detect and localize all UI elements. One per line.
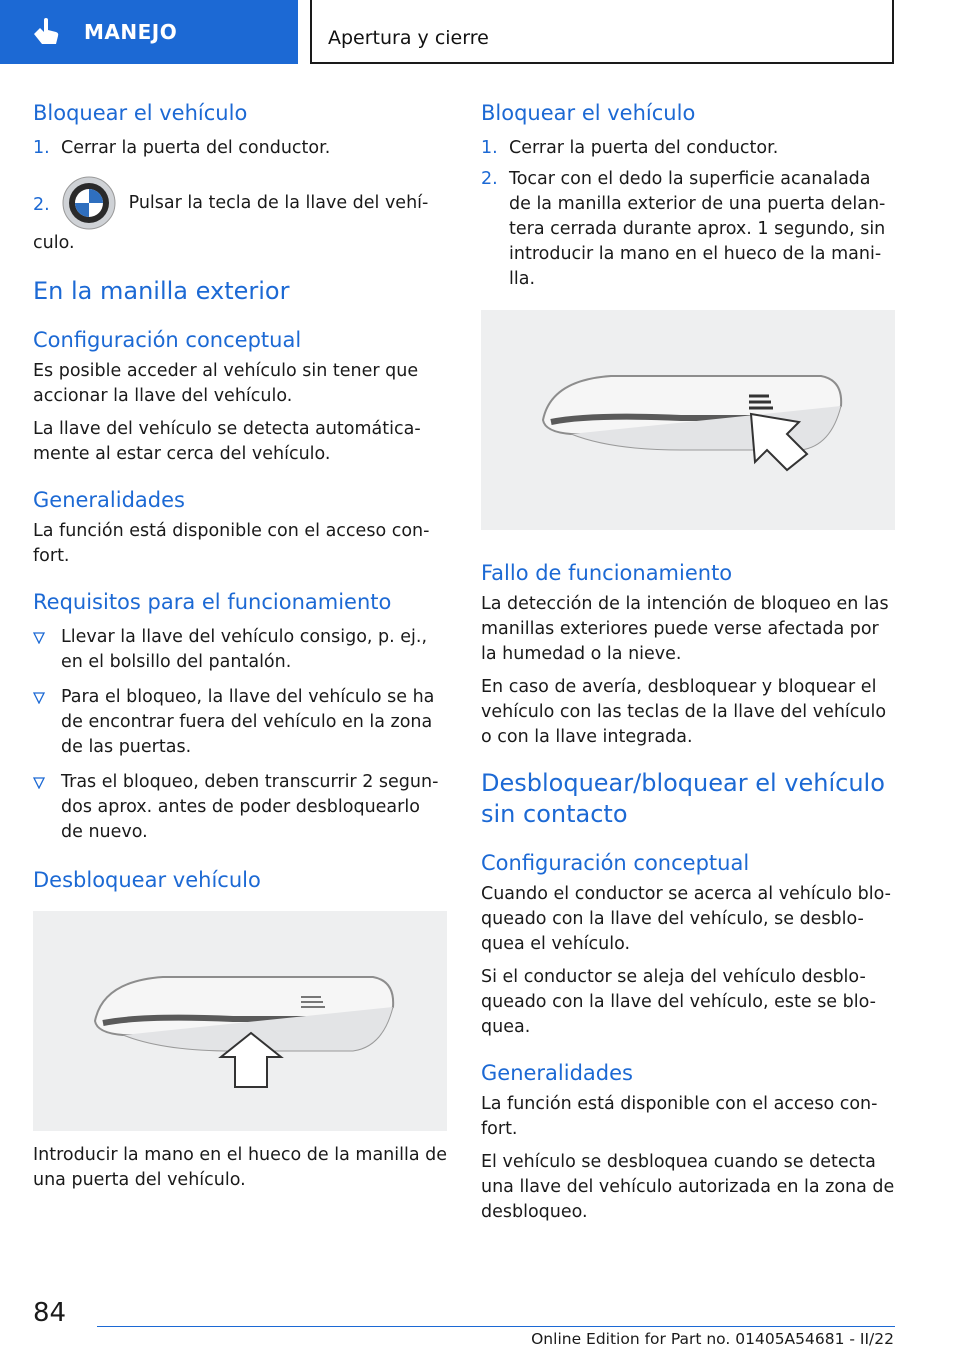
door-handle-illustration [481,310,895,530]
list-item [481,136,895,161]
triangle-bullet-icon [33,692,45,704]
paragraph: La llave del vehículo se detecta automática-mente al estar cerca del vehículo. [33,419,421,464]
paragraph: La función está disponible con el acceso con-fort. [33,521,430,566]
hand-steering-icon [30,16,62,48]
requirement-text: Para el bloqueo, la llave del vehículo se ha de encontrar fuera del vehículo en la zona de las puertas. [61,687,435,757]
triangle-bullet-icon [33,777,45,789]
requirements-list [33,625,447,845]
lock-steps [481,136,895,292]
heading-requirements: Requisitos para el funcionamiento [33,590,392,614]
step-number: 2. [33,195,50,215]
left-column [33,98,447,1193]
heading-concept: Configuración conceptual [481,851,750,875]
heading-handle: En la manilla exterior [33,277,290,305]
step-text: Cerrar la puerta del conductor. [61,138,331,158]
step-text: Cerrar la puerta del conductor. [509,138,779,158]
requirement-text: Llevar la llave del vehículo consigo, p. ej., en el bolsillo del pantalón. [61,627,428,672]
heading-lock: Bloquear el vehículo [33,101,248,125]
chapter-header [310,0,894,64]
chapter-title: Apertura y cierre [328,27,489,49]
key-fob-logo-icon [61,175,117,231]
footer-divider [97,1326,895,1327]
door-handle-unlock-photo [33,911,447,1131]
list-item [33,136,447,161]
step-text-cont: culo. [33,233,75,253]
step-number: 2. [481,169,498,189]
paragraph: Cuando el conductor se acerca al vehículo blo-queado con la llave del vehículo, se desblo-quea el vehículo. [481,884,891,954]
list-item [33,175,447,256]
heading-contactless: Desbloquear/bloquear el vehículo sin contacto [481,769,885,828]
heading-unlock: Desbloquear vehículo [33,868,261,892]
lock-steps [33,136,447,256]
heading-general: Generalidades [481,1061,633,1085]
door-handle-lock-photo [481,310,895,530]
paragraph: El vehículo se desbloquea cuando se detecta una llave del vehículo autorizada en la zona de desbloqueo. [481,1152,895,1222]
heading-lock: Bloquear el vehículo [481,101,696,125]
right-column [481,98,895,1225]
door-handle-illustration [33,911,447,1131]
list-item [481,167,895,292]
paragraph: La detección de la intención de bloqueo en las manillas exteriores puede verse afectada por la humedad o la nieve. [481,594,889,664]
photo-caption: Introducir la mano en el hueco de la manilla de una puerta del vehículo. [33,1145,448,1190]
heading-concept: Configuración conceptual [33,328,302,352]
section-title: MANEJO [84,20,178,44]
heading-fault: Fallo de funcionamiento [481,561,733,585]
requirement-text: Tras el bloqueo, deben transcurrir 2 segun-dos aprox. antes de poder desbloquearlo de nuevo. [61,772,439,842]
chapter-tab [0,0,298,64]
list-item [33,770,447,845]
step-number: 1. [33,138,50,158]
paragraph: Si el conductor se aleja del vehículo desblo-queado con la llave del vehículo, este se blo-quea. [481,967,876,1037]
page-number: 84 [33,1298,67,1328]
paragraph: En caso de avería, desbloquear y bloquear el vehículo con las teclas de la llave del vehículo o con la llave integrada. [481,677,887,747]
paragraph: La función está disponible con el acceso con-fort. [481,1094,878,1139]
list-item [33,625,447,675]
heading-general: Generalidades [33,488,185,512]
edition-note: Online Edition for Part no. 01405A54681 - II/22 [531,1330,894,1348]
paragraph: Es posible acceder al vehículo sin tener que accionar la llave del vehículo. [33,361,419,406]
step-text: Pulsar la tecla de la llave del vehí- [128,193,429,213]
list-item [33,685,447,760]
triangle-bullet-icon [33,632,45,644]
step-text: Tocar con el dedo la superficie acanalada de la manilla exterior de una puerta delan-tera cerrada durante aprox. 1 segundo, sin introducir la mano en el hueco de la mani-lla. [509,169,886,289]
step-number: 1. [481,138,498,158]
